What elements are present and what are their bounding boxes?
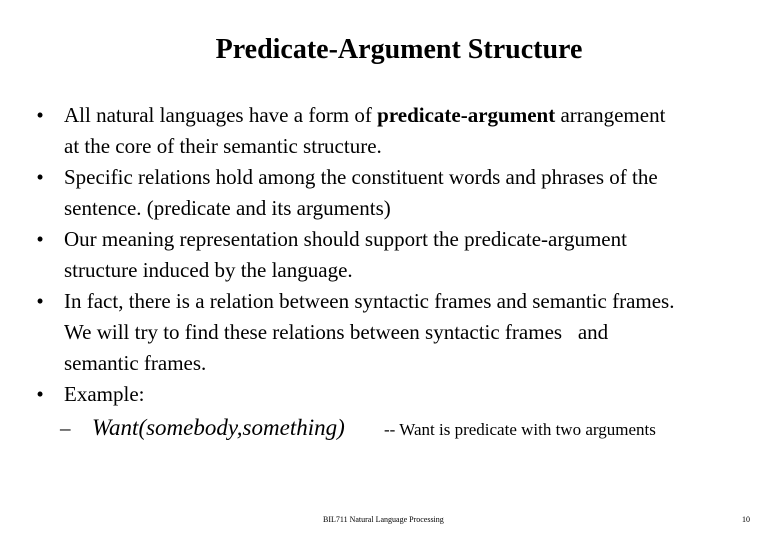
bullet-list — [30, 100, 770, 448]
sub-bullet-item — [30, 410, 770, 448]
bold-term: predicate-argument — [377, 103, 556, 127]
bullet-dot: • — [36, 382, 44, 406]
bullet-item — [30, 224, 770, 286]
bullet-line: semantic frames. — [64, 351, 207, 375]
bullet-item — [30, 100, 770, 162]
bullet-line: Specific relations hold among the constituent words and phrases of the — [64, 165, 658, 189]
example-note: -- Want is predicate with two arguments — [384, 420, 656, 439]
bullet-item — [30, 286, 770, 379]
dash-marker: – — [60, 416, 71, 440]
bullet-text: arrangement — [555, 103, 666, 127]
bullet-line: at the core of their semantic structure. — [64, 134, 382, 158]
bullet-text: All natural languages have a form of — [64, 103, 378, 127]
slide-title: Predicate-Argument Structure — [215, 34, 583, 65]
bullet-line: structure induced by the language. — [64, 258, 353, 282]
bullet-dot: • — [36, 289, 44, 313]
bullet-dot: • — [36, 103, 44, 127]
bullet-item — [30, 162, 770, 224]
page-number: 10 — [742, 515, 750, 524]
footer-text: BIL711 Natural Language Processing — [323, 515, 444, 524]
example-expression: Want(somebody,something) — [92, 415, 345, 440]
bullet-line: In fact, there is a relation between syntactic frames and semantic frames. — [64, 289, 675, 313]
bullet-line: Our meaning representation should support the predicate-argument — [64, 227, 627, 251]
bullet-dot: • — [36, 165, 44, 189]
bullet-line: We will try to find these relations between syntactic frames and — [64, 320, 609, 344]
bullet-item — [30, 379, 770, 410]
bullet-line: Example: — [64, 382, 145, 406]
bullet-dot: • — [36, 227, 44, 251]
bullet-line — [64, 100, 770, 131]
bullet-line: sentence. (predicate and its arguments) — [64, 196, 391, 220]
